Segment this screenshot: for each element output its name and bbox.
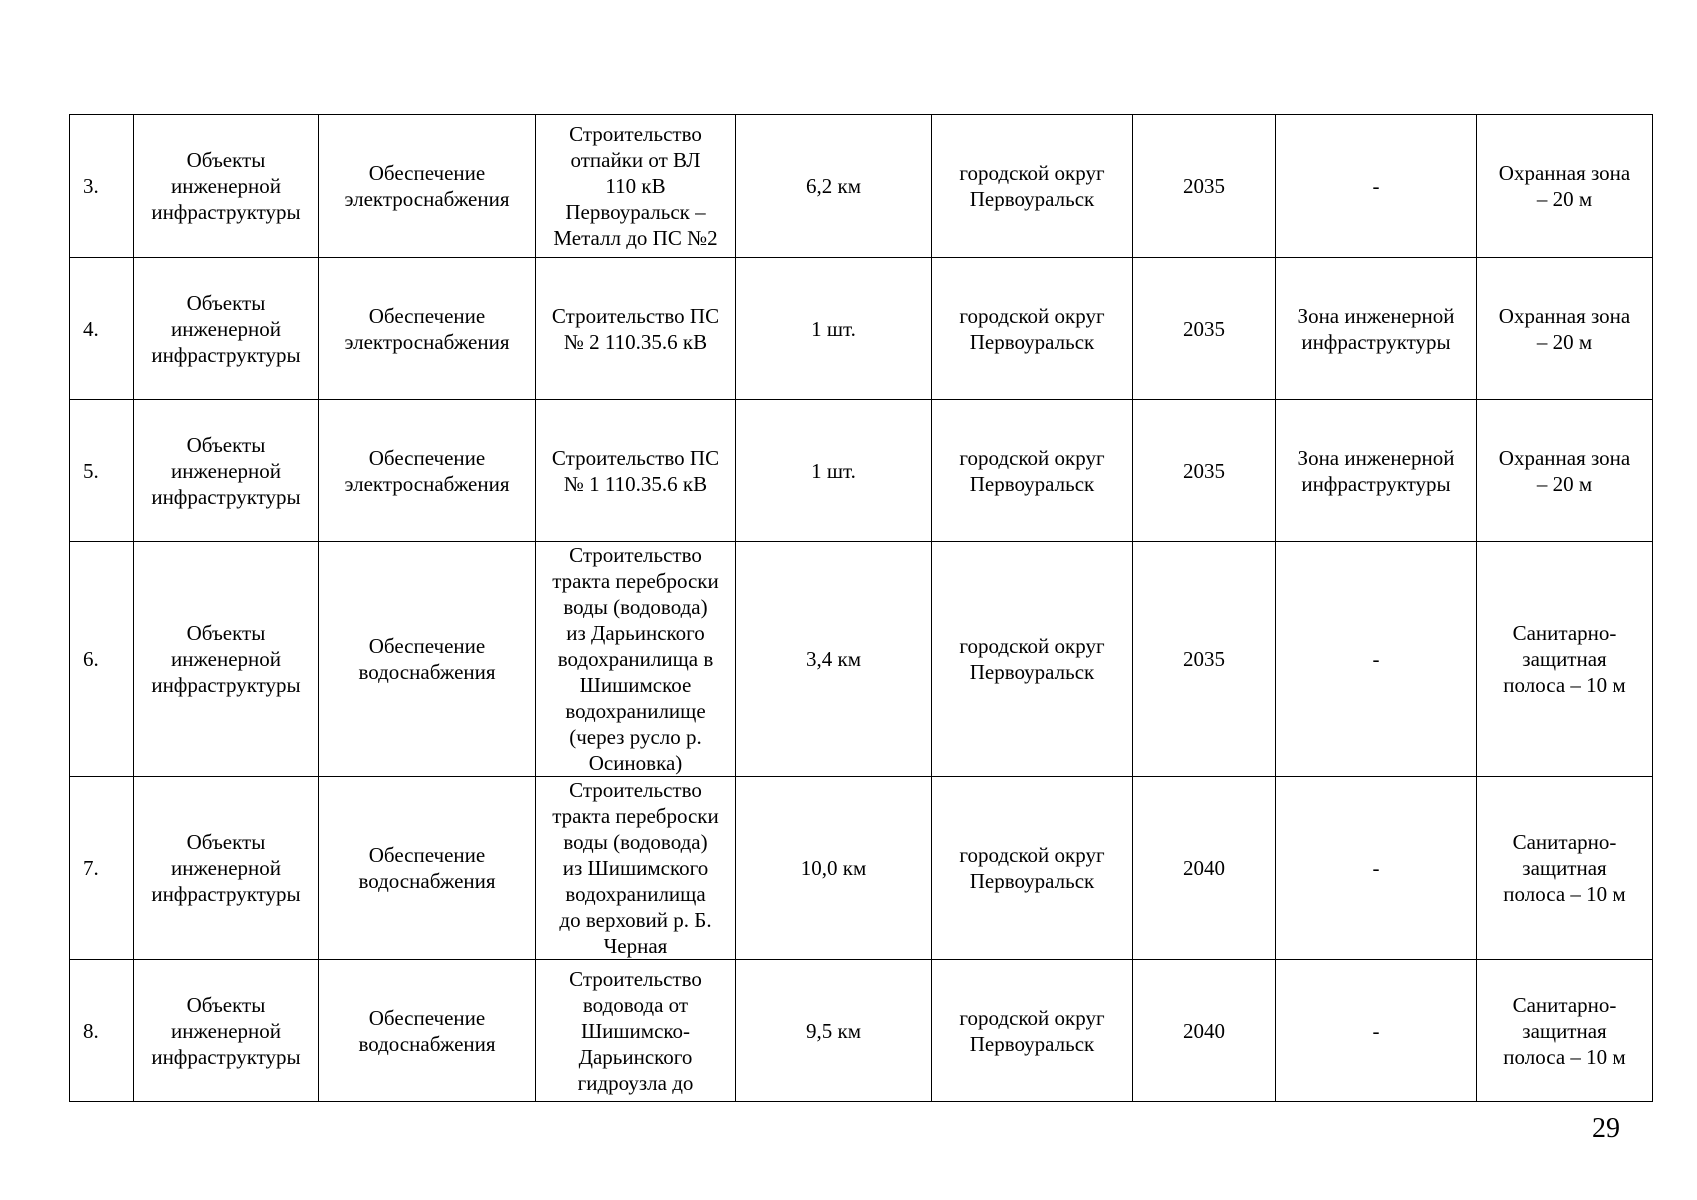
object-location: городской округ Первоуральск <box>932 777 1133 960</box>
object-capacity: 3,4 км <box>736 542 932 777</box>
restriction-zone: Охранная зона – 20 м <box>1477 258 1653 400</box>
object-category: Объекты инженерной инфраструктуры <box>134 777 319 960</box>
functional-zone: - <box>1276 777 1477 960</box>
table-row <box>70 258 1653 400</box>
restriction-zone: Охранная зона – 20 м <box>1477 400 1653 542</box>
object-capacity: 1 шт. <box>736 258 932 400</box>
restriction-zone: Охранная зона – 20 м <box>1477 115 1653 258</box>
object-location: городской округ Первоуральск <box>932 258 1133 400</box>
table-row <box>70 400 1653 542</box>
functional-zone: Зона инженерной инфраструктуры <box>1276 258 1477 400</box>
row-number: 7. <box>70 777 134 960</box>
object-location: городской округ Первоуральск <box>932 115 1133 258</box>
functional-zone: - <box>1276 542 1477 777</box>
object-purpose: Обеспечение электроснабжения <box>319 115 536 258</box>
object-capacity: 10,0 км <box>736 777 932 960</box>
object-purpose: Обеспечение электроснабжения <box>319 258 536 400</box>
table-row <box>70 960 1653 1102</box>
object-year: 2040 <box>1133 777 1276 960</box>
functional-zone: - <box>1276 115 1477 258</box>
functional-zone: Зона инженерной инфраструктуры <box>1276 400 1477 542</box>
object-year: 2035 <box>1133 115 1276 258</box>
object-name: Строительство отпайки от ВЛ 110 кВ Первоуральск – Металл до ПС №2 <box>536 115 736 258</box>
object-year: 2035 <box>1133 400 1276 542</box>
object-year: 2035 <box>1133 542 1276 777</box>
object-capacity: 1 шт. <box>736 400 932 542</box>
restriction-zone: Санитарно- защитная полоса – 10 м <box>1477 777 1653 960</box>
object-capacity: 9,5 км <box>736 960 932 1102</box>
functional-zone: - <box>1276 960 1477 1102</box>
object-category: Объекты инженерной инфраструктуры <box>134 960 319 1102</box>
object-name: Строительство ПС № 1 110.35.6 кВ <box>536 400 736 542</box>
page-number: 29 <box>1592 1113 1620 1144</box>
row-number: 4. <box>70 258 134 400</box>
object-name: Строительство тракта переброски воды (водовода) из Шишимского водохранилища до верховий р. Б. Черная <box>536 777 736 960</box>
object-year: 2035 <box>1133 258 1276 400</box>
object-location: городской округ Первоуральск <box>932 960 1133 1102</box>
object-location: городской округ Первоуральск <box>932 542 1133 777</box>
object-purpose: Обеспечение водоснабжения <box>319 960 536 1102</box>
object-name: Строительство ПС № 2 110.35.6 кВ <box>536 258 736 400</box>
restriction-zone: Санитарно- защитная полоса – 10 м <box>1477 960 1653 1102</box>
row-number: 3. <box>70 115 134 258</box>
restriction-zone: Санитарно- защитная полоса – 10 м <box>1477 542 1653 777</box>
object-category: Объекты инженерной инфраструктуры <box>134 258 319 400</box>
row-number: 6. <box>70 542 134 777</box>
object-location: городской округ Первоуральск <box>932 400 1133 542</box>
object-category: Объекты инженерной инфраструктуры <box>134 400 319 542</box>
object-category: Объекты инженерной инфраструктуры <box>134 115 319 258</box>
object-name: Строительство водовода от Шишимско- Дарьинского гидроузла до <box>536 960 736 1102</box>
table-row <box>70 777 1653 960</box>
object-purpose: Обеспечение водоснабжения <box>319 777 536 960</box>
object-purpose: Обеспечение водоснабжения <box>319 542 536 777</box>
row-number: 8. <box>70 960 134 1102</box>
table-row <box>70 115 1653 258</box>
table-row <box>70 542 1653 777</box>
row-number: 5. <box>70 400 134 542</box>
object-capacity: 6,2 км <box>736 115 932 258</box>
object-year: 2040 <box>1133 960 1276 1102</box>
object-purpose: Обеспечение электроснабжения <box>319 400 536 542</box>
object-category: Объекты инженерной инфраструктуры <box>134 542 319 777</box>
infrastructure-table <box>69 114 1653 1102</box>
object-name: Строительство тракта переброски воды (водовода) из Дарьинского водохранилища в Шишимское водохранилище (через русло р. Осиновка) <box>536 542 736 777</box>
